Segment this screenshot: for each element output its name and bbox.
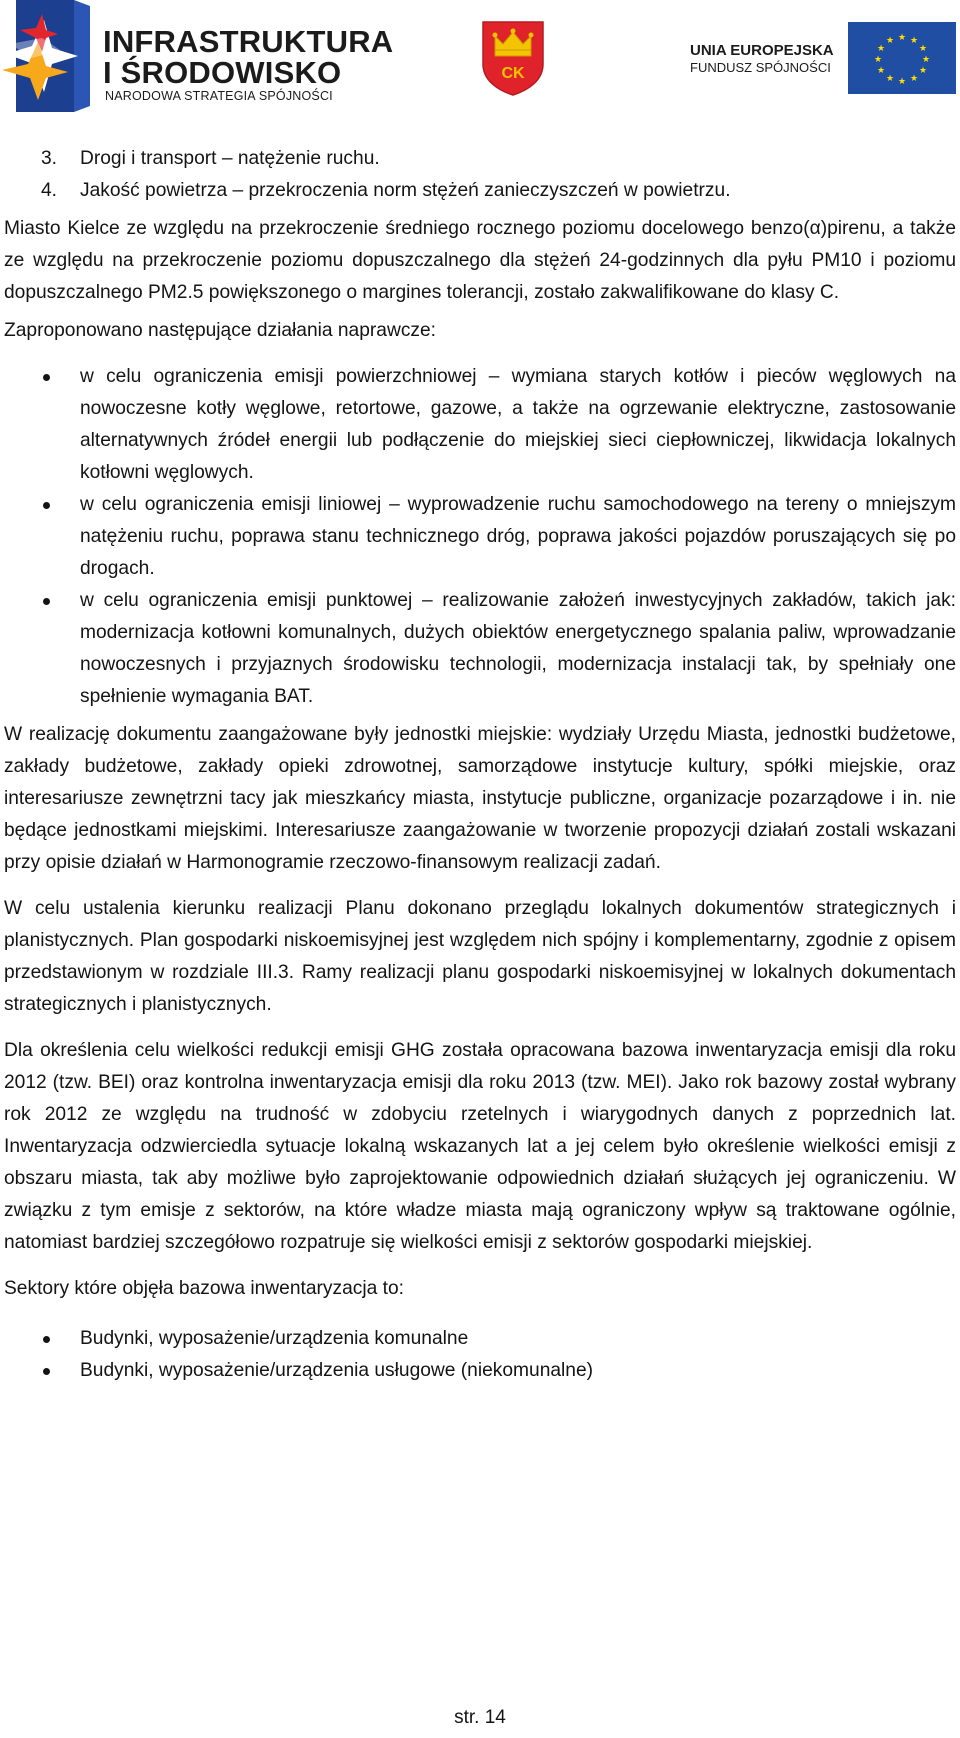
list-number: 4.: [41, 180, 58, 201]
svg-text:★: ★: [873, 55, 883, 65]
infrastruktura-logo: [2, 0, 394, 112]
logo-title-line2: I ŚRODOWISKO: [103, 55, 342, 90]
sectors-list: [4, 1323, 956, 1387]
page-number: str. 14: [454, 1707, 506, 1728]
svg-text:★: ★: [921, 55, 931, 65]
eu-subtitle: FUNDUSZ SPÓJNOŚCI: [690, 60, 831, 75]
crest-label: CK: [501, 65, 525, 82]
list-number: 3.: [41, 148, 58, 169]
infrastruktura-star-icon: [2, 0, 94, 112]
eu-logo-text: [690, 43, 834, 74]
eu-title: UNIA EUROPEJSKA: [690, 42, 834, 59]
svg-text:★: ★: [909, 36, 919, 46]
paragraph-air-quality: Miasto Kielce ze względu na przekroczenie średniego rocznego poziomu docelowego benzo(α)pirenu, a także ze względu na przekroczenie poziomu dopuszczalnego dla stężeń 24-godzinnych dla pyłu PM10 i poziomu dopuszczalnego PM2.5 powiększonego o margines tolerancji, zostało zakwalifikowane do klasy C.: [4, 218, 956, 303]
list-item: w celu ograniczenia emisji punktowej – realizowanie założeń inwestycyjnych zakładów, takich jak: modernizacja kotłowni komunalnych, dużych obiektów energetycznego spalania paliw, wprowadzanie nowoczesnych i przyjaznych środowisku technologii, modernizacja instalacji tak, by spełniały one spełnienie wymagania BAT.: [4, 585, 956, 713]
svg-text:★: ★: [897, 77, 907, 87]
list-text: Jakość powietrza – przekroczenia norm stężeń zanieczyszczeń w powietrzu.: [80, 180, 731, 201]
paragraph-documents-review: W celu ustalenia kierunku realizacji Planu dokonano przeglądu lokalnych dokumentów strategicznych i planistycznych. Plan gospodarki niskoemisyjnej jest względem nich spójny i komplementarny, zgodnie z opisem przedstawionym w rozdziale III.3. Ramy realizacji planu gospodarki niskoemisyjnej w lokalnych dokumentach strategicznych i planistycznych.: [4, 898, 956, 1015]
svg-text:★: ★: [885, 36, 895, 46]
logo-subtitle: NARODOWA STRATEGIA SPÓJNOŚCI: [105, 89, 333, 103]
list-item: [4, 143, 956, 175]
list-item: Budynki, wyposażenie/urządzenia komunalne: [4, 1323, 956, 1355]
kielce-crest-icon: [481, 20, 545, 96]
eu-flag-icon: [848, 22, 956, 94]
page-header: [0, 0, 960, 115]
list-item: [4, 175, 956, 207]
svg-text:★: ★: [876, 44, 886, 54]
paragraph-inventory: Dla określenia celu wielkości redukcji emisji GHG została opracowana bazowa inwentaryzacja emisji dla roku 2012 (tzw. BEI) oraz kontrolna inwentaryzacja emisji dla roku 2013 (tzw. MEI). Jako rok bazowy został wybrany rok 2012 ze względu na trudność w zdobyciu rzetelnych i wiarygodnych danych z poprzednich lat. Inwentaryzacja odzwierciedla sytuacje lokalną wskazanych lat a jej celem było określenie wielkości emisji z obszaru miasta, tak aby możliwe było zaprojektowanie odpowiednich działań służących jej ograniczeniu. W związku z tym emisje z sektorów, na które władze miasta mają ograniczony wpływ są traktowane ogólnie, natomiast bardziej szczegółowo rozpatruje się wielkości emisji z sektorów gospodarki miejskiej.: [4, 1040, 956, 1253]
svg-text:★: ★: [876, 66, 886, 76]
list-text: Drogi i transport – natężenie ruchu.: [80, 148, 380, 169]
svg-text:★: ★: [909, 74, 919, 84]
actions-list: [4, 361, 956, 713]
svg-text:★: ★: [918, 66, 928, 76]
svg-text:★: ★: [885, 74, 895, 84]
numbered-list: [4, 143, 956, 207]
paragraph-sectors-intro: Sektory które objęła bazowa inwentaryzacja to:: [4, 1278, 404, 1299]
list-item: w celu ograniczenia emisji powierzchniowej – wymiana starych kotłów i pieców węglowych na nowoczesne kotły węglowe, retortowe, gazowe, a także na ogrzewanie elektryczne, zastosowanie alternatywnych źródeł energii lub podłączenie do miejskiej sieci ciepłowniczej, likwidacja lokalnych kotłowni węglowych.: [4, 361, 956, 489]
logo-title-line1: INFRASTRUKTURA: [103, 24, 394, 59]
paragraph-stakeholders: W realizację dokumentu zaangażowane były jednostki miejskie: wydziały Urzędu Miasta, jednostki budżetowe, zakłady budżetowe, zakłady opieki zdrowotnej, samorządowe instytucje kultury, spółki miejskie, oraz interesariusze zewnętrzni tacy jak mieszkańcy miasta, instytucje publiczne, organizacje pozarządowe i in. nie będące jednostkami miejskimi. Interesariusze zaangażowanie w tworzenie propozycji działań zostali wskazani przy opisie działań w Harmonogramie rzeczowo-finansowym realizacji zadań.: [4, 724, 956, 873]
list-item: w celu ograniczenia emisji liniowej – wyprowadzenie ruchu samochodowego na tereny o mniejszym natężeniu ruchu, poprawa stanu technicznego dróg, poprawa jakości pojazdów poruszających się po drogach.: [4, 489, 956, 585]
svg-text:★: ★: [897, 33, 907, 43]
document-body: [4, 135, 956, 1387]
list-item: Budynki, wyposażenie/urządzenia usługowe (niekomunalne): [4, 1355, 956, 1387]
svg-text:★: ★: [918, 44, 928, 54]
paragraph-actions-intro: Zaproponowano następujące działania naprawcze:: [4, 320, 437, 341]
